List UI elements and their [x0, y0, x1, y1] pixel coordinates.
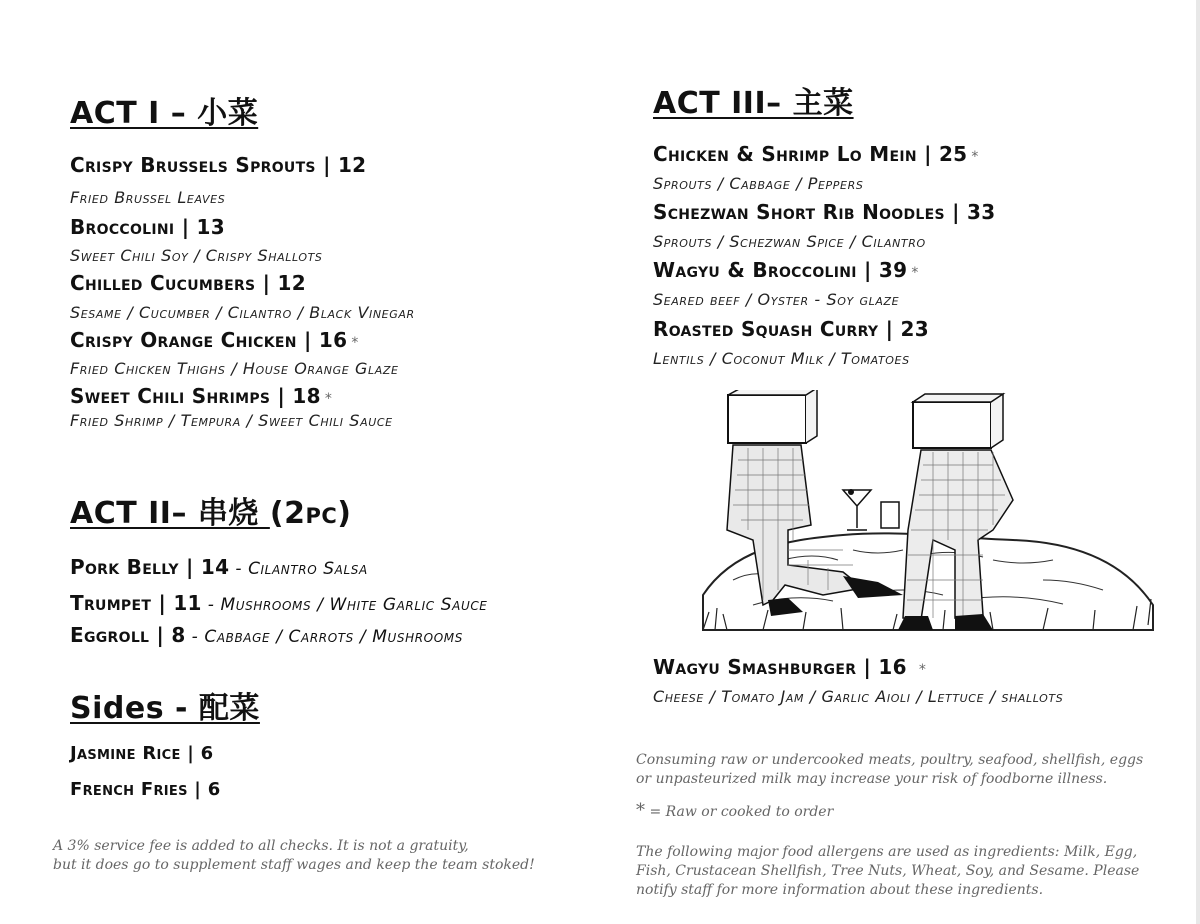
menu-item-name: Wagyu Smashburger | 16 * [653, 655, 927, 679]
menu-item-name: Sweet Chili Shrimps | 18 * [70, 384, 333, 408]
drink-glass [881, 502, 899, 528]
menu-item-desc: Sprouts / Cabbage / Peppers [653, 174, 864, 193]
right-box-head [913, 402, 991, 448]
page-edge [1196, 0, 1200, 924]
menu-item-desc: Cheese / Tomato Jam / Garlic Aioli / Lettuce / shallots [653, 687, 1064, 706]
menu-item-desc: Fried Chicken Thighs / House Orange Glaze [70, 359, 399, 378]
act-1-heading: ACT I – 小菜 [70, 96, 259, 131]
menu-item-desc: Sprouts / Schezwan Spice / Cilantro [653, 232, 926, 251]
menu-item-name: Roasted Squash Curry | 23 [653, 317, 929, 341]
act-3-heading: ACT III– 主菜 [653, 86, 854, 121]
side-item-name: Jasmine Rice | 6 [70, 743, 214, 764]
menu-item-desc: Lentils / Coconut Milk / Tomatoes [653, 349, 910, 368]
sides-heading: Sides - 配菜 [70, 691, 260, 726]
left-box-head [728, 395, 806, 443]
two-box-headed-men-illustration [693, 390, 1158, 645]
star-legend: * = Raw or cooked to order [636, 800, 834, 821]
menu-item-name: Eggroll | 8 - Cabbage / Carrots / Mushrooms [70, 623, 463, 647]
menu-item-desc: Sweet Chili Soy / Crispy Shallots [70, 246, 323, 265]
allergen-note: The following major food allergens are used as ingredients: Milk, Egg, Fish, Crustacean Shellfish, Tree Nuts, Wheat, Soy, and Sesame. Please notify staff for more information about these ingredients. [636, 844, 1140, 898]
star-symbol: * [636, 800, 645, 821]
menu-item-name: Chicken & Shrimp Lo Mein | 25 * [653, 142, 979, 166]
side-item-name: French Fries | 6 [70, 779, 221, 800]
menu-item-name: Schezwan Short Rib Noodles | 33 [653, 200, 996, 224]
menu-item-desc: Fried Brussel Leaves [70, 188, 226, 207]
menu-item-name: Trumpet | 11 - Mushrooms / White Garlic Sauce [70, 591, 488, 615]
menu-item-name: Chilled Cucumbers | 12 [70, 271, 306, 295]
service-fee-note: A 3% service fee is added to all checks. It is not a gratuity, but it does go to supplement staff wages and keep the team stoked! [53, 838, 535, 873]
menu-item-name: Wagyu & Broccolini | 39 * [653, 258, 919, 282]
menu-item-desc: Fried Shrimp / Tempura / Sweet Chili Sauce [70, 411, 393, 430]
menu-item-name: Crispy Brussels Sprouts | 12 [70, 153, 367, 177]
raw-food-note: Consuming raw or undercooked meats, poultry, seafood, shellfish, eggs or unpasteurized milk may increase your risk of foodborne illness. [636, 752, 1144, 787]
menu-item-desc: Seared beef / Oyster - Soy glaze [653, 290, 900, 309]
martini-glass [843, 490, 871, 530]
act-2-heading: ACT II– 串烧 (2pc) [70, 496, 352, 531]
menu-item-desc: Sesame / Cucumber / Cilantro / Black Vinegar [70, 303, 415, 322]
menu-item-name: Crispy Orange Chicken | 16 * [70, 328, 359, 352]
menu-item-name: Pork Belly | 14 - Cilantro Salsa [70, 555, 368, 579]
menu-item-name: Broccolini | 13 [70, 215, 225, 239]
